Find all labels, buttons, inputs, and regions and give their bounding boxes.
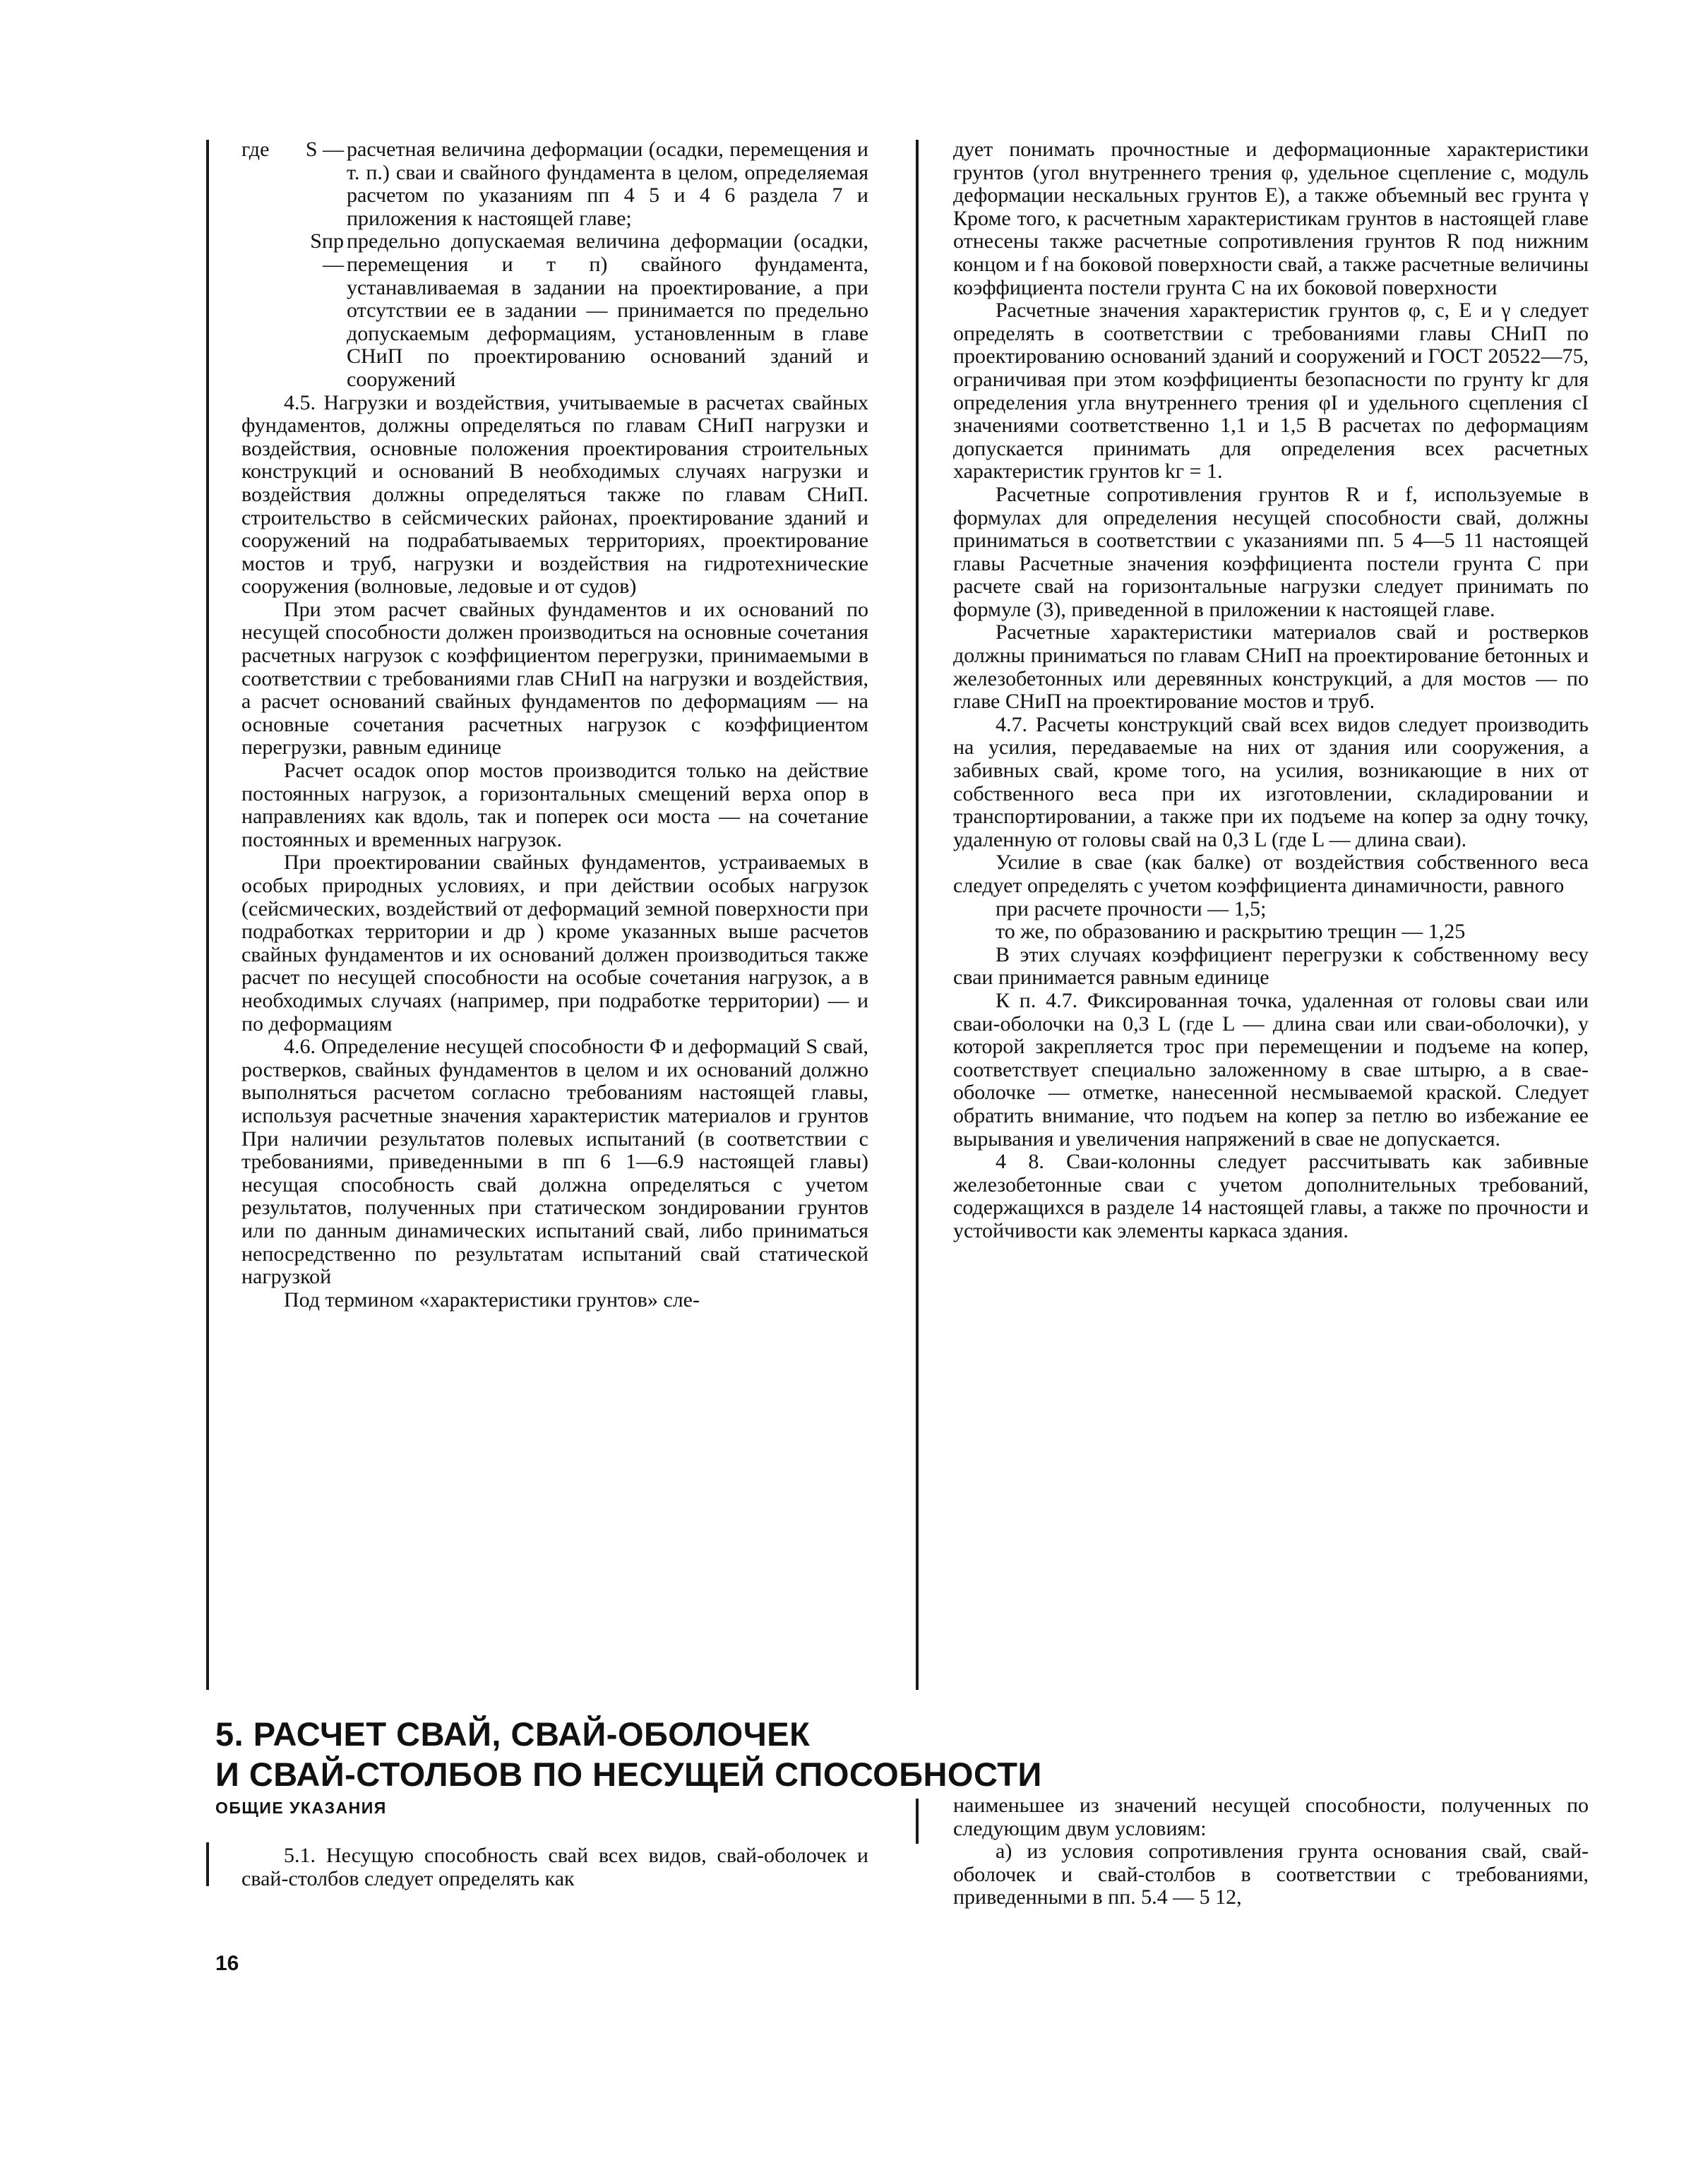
- revision-bar-middle-mid: [916, 1550, 919, 1584]
- page-number: 16: [215, 1952, 239, 1975]
- definition-symbol: S —: [305, 138, 344, 161]
- paragraph-4-6: 4.6. Определение несущей способности Ф и деформаций S свай, ростверков, свайных фундаментов в целом и их оснований должно выполняться расчетом согласно требованиям настоящей главы, используя расчетные значения характеристик материалов и грунтов При наличии результатов полевых испытаний (в соответствии с требованиями, приведенными в пп 6 1—6.9 настоящей главы) несущая способность свай должна определяться с учетом результатов, полученных при статическом зондировании грунтов или по данным динамических испытаний свай, либо приниматься непосредственно по результатам испытаний свай статической нагрузкой: [241, 1035, 868, 1289]
- paragraph-values: Расчетные значения характеристик грунтов φ, с, Е и γ следует определять в соответствии с требованиями главы СНиП по проектированию оснований зданий и сооружений и ГОСТ 20522—75, ограничивая при этом коэффициенты безопасности по грунту kг для определения угла внутреннего трения φI и удельного сцепления cI значениями соответственно 1,1 и 1,5 В расчетах по деформациям допускается принимать для определения всех расчетных характеристик грунтов kг = 1.: [953, 299, 1589, 484]
- definition-text: предельно допускаемая величина деформации (осадки, перемещения и т п) свайного фундамента, устанавливаемая в задании на проектирование, а при отсутствии ее в задании — принимается по предельно допускаемым деформациям, установленным в главе СНиП по проектированию оснований зданий и сооружений: [347, 229, 868, 391]
- section-title-line2: И СВАЙ-СТОЛБОВ ПО НЕСУЩЕЙ СПОСОБНОСТИ: [215, 1756, 1042, 1793]
- right-column: [953, 138, 1589, 1243]
- paragraph-overload: В этих случаях коэффициент перегрузки к собственному весу сваи принимается равным единице: [953, 942, 1589, 990]
- paragraph-calc-combos: При этом расчет свайных фундаментов и их оснований по несущей способности должен производиться на основные сочетания расчетных нагрузок с коэффициентом перегрузки, принимаемыми в соответствии с требованиями глав СНиП на нагрузки и воздействия, а расчет оснований свайных фундаментов по деформациям — на основные сочетания расчетных нагрузок с коэффициентом перегрузки, равным единице: [241, 597, 868, 760]
- paragraph-continuation: дует понимать прочностные и деформационные характеристики грунтов (угол внутреннего трения φ, удельное сцепление с, модуль деформации нескальных грунтов Е), а также объемный вес грунта γ Кроме того, к расчетным характеристикам грунтов в настоящей главе отнесены также расчетные сопротивления грунтов R под нижним концом и f на боковой поверхности свай, а также расчетные величины коэффициента постели грунта С на их боковой поверхности: [953, 138, 1589, 299]
- revision-bar-left-bottom: [206, 1842, 209, 1886]
- paragraph-special: При проектировании свайных фундаментов, устраиваемых в особых природных условиях, и при действии особых нагрузок (сейсмических, воздействий от деформаций земной поверхности при подработках территории и др ) кроме указанных выше расчетов свайных фундаментов и их оснований должен производиться также расчет по несущей способности на особые сочетания нагрузок, а в необходимых случаях (например, при подработке территории) — и по деформациям: [241, 851, 868, 1036]
- paragraph-5-1: 5.1. Несущую способность свай всех видов, свай-оболочек и свай-столбов следует определять как: [241, 1844, 868, 1890]
- definition-text: расчетная величина деформации (осадки, перемещения и т. п.) сваи и свайного фундамента в целом, определяемая расчетом по указаниям пп 4 5 и 4 6 раздела 7 и приложения к настоящей главе;: [347, 138, 868, 230]
- section-title: [215, 1714, 1557, 1794]
- section-title-line1: 5. РАСЧЕТ СВАЙ, СВАЙ-ОБОЛОЧЕК: [215, 1715, 811, 1753]
- definition-list: [241, 138, 868, 392]
- paragraph-bridge: Расчет осадок опор мостов производится только на действие постоянных нагрузок, а горизонтальных смещений верха опор в направлениях как вдоль, так и поперек оси моста — на сочетание постоянных и временных нагрузок.: [241, 759, 868, 851]
- paragraph-note: К п. 4.7. Фиксированная точка, удаленная от головы сваи или сваи-оболочки на 0,3 L (где L — длина сваи или сваи-оболочки), у которой закрепляется трос при перемещении и подъеме на копер, соответствует специально заложенному в свае штырю, а в свае-оболочке — отметке, нанесенной несмываемой краской. Следует обратить внимание, что подъем на копер за петлю во избежание ее вырывания и увеличения напряжений в свае не допускается.: [953, 988, 1589, 1151]
- paragraph-resistance: Расчетные сопротивления грунтов R и f, используемые в формулах для определения несущей способности свай, должны приниматься в соответствии с указаниями пп. 5 4—5 11 настоящей главы Расчетные значения коэффициента постели грунта С при расчете свай на горизонтальные нагрузки следует принимать по формуле (3), приведенной в приложении к настоящей главе.: [953, 482, 1589, 621]
- paragraph-strength: при расчете прочности — 1,5;: [996, 896, 1267, 920]
- revision-bar-middle-top: [916, 140, 919, 1690]
- left-column: [241, 138, 868, 1312]
- paragraph-4-8: 4 8. Сваи-колонны следует рассчитывать как забивные железобетонные сваи с учетом дополнительных требований, содержащихся в разделе 14 настоящей главы, а также по прочности и устойчивости как элементы каркаса здания.: [953, 1150, 1589, 1242]
- subheading: ОБЩИЕ УКАЗАНИЯ: [215, 1799, 387, 1817]
- definition-spr: [241, 230, 868, 391]
- paragraph-materials: Расчетные характеристики материалов свай и ростверков должны приниматься по главам СНиП на проектирование бетонных и железобетонных или деревянных конструкций, а для мостов — по главе СНиП на проектирование мостов и труб.: [953, 620, 1589, 714]
- paragraph-4-7: 4.7. Расчеты конструкций свай всех видов следует производить на усилия, передаваемые на них от здания или сооружения, а забивных свай, кроме того, на усилия, возникающие в них от собственного веса при их изготовлении, складировании и транспортировании, а также при их подъеме на копер за одну точку, удаленную от головы свай на 0,3 L (где L — длина сваи).: [953, 712, 1589, 851]
- paragraph-4-5: 4.5. Нагрузки и воздействия, учитываемые в расчетах свайных фундаментов, должны определяться по главам СНиП нагрузки и воздействия, основные положения проектирования строительных конструкций и оснований В необходимых случаях нагрузки и воздействия должны определяться также по главам СНиП. строительство в сейсмических районах, проектирование зданий и сооружений на подрабатываемых территориях, проектирование мостов и труб, нагрузки и воздействия на гидротехнические сооружения (волновые, ледовые и от судов): [241, 390, 868, 599]
- definition-s: [241, 138, 868, 230]
- paragraph-term-start: Под термином «характеристики грунтов» сле-: [284, 1288, 700, 1312]
- paragraph-cracks: то же, по образованию и раскрытию трещин — 1,25: [996, 920, 1466, 944]
- definition-lead: где: [241, 138, 270, 161]
- revision-bar-left-top: [206, 140, 209, 1690]
- definition-symbol: Sпр —: [310, 229, 344, 276]
- paragraph-force: Усилие в свае (как балке) от воздействия собственного веса следует определять с учетом коэффициента динамичности, равного: [953, 851, 1589, 897]
- left-column-bottom: [241, 1844, 868, 1890]
- paragraph-condition-a: а) из условия сопротивления грунта основания свай, свай-оболочек и свай-столбов в соответствии с требованиями, приведенными в пп. 5.4 — 5 12,: [953, 1840, 1589, 1909]
- revision-bar-middle-bottom: [916, 1799, 919, 1844]
- paragraph-5-1-continuation: наименьшее из значений несущей способности, полученных по следующим двум условиям:: [953, 1794, 1589, 1840]
- right-column-bottom: [953, 1794, 1589, 1909]
